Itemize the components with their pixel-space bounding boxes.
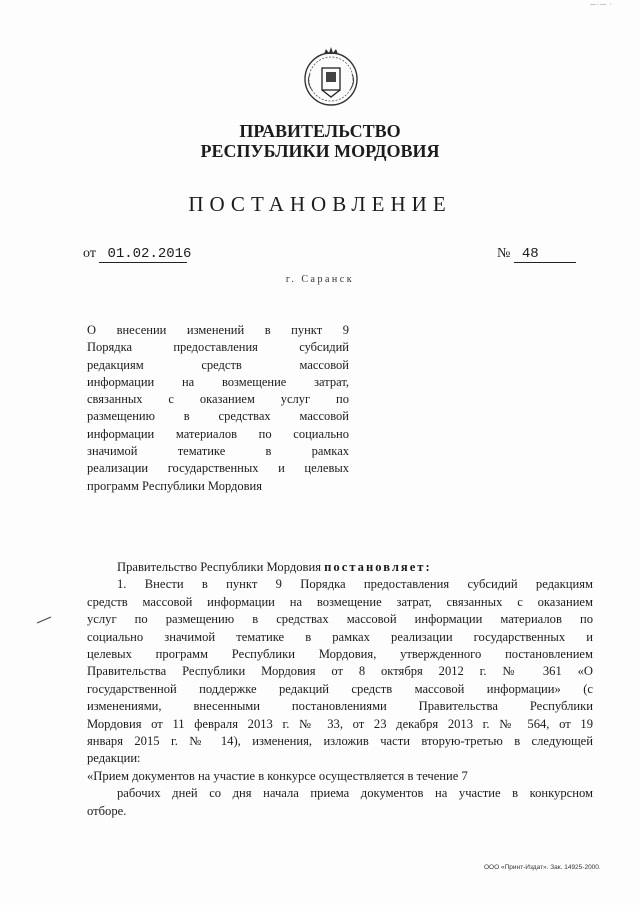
body-line: изменениями, внесенными постановлениями Правительства Республики xyxy=(87,699,593,714)
body-line: Мордовия от 11 февраля 2013 г. № 33, от 23 декабря 2013 г. № 564, от 19 xyxy=(87,716,593,731)
number-row xyxy=(497,246,576,263)
document-number: 48 xyxy=(514,246,576,263)
body-line: целевых программ Республики Мордовия, утвержденного постановлением xyxy=(87,647,593,662)
subject-line: редакциям средств массовой xyxy=(87,357,349,372)
subject-line: информации на возмещение затрат, xyxy=(87,374,349,389)
margin-mark-icon xyxy=(36,616,52,624)
subject-line: Порядка предоставления субсидий xyxy=(87,340,349,355)
body-line: средств массовой информации на возмещение затрат, связанных с оказанием xyxy=(87,594,593,609)
subject-line: О внесении изменений в пункт 9 xyxy=(87,323,349,337)
body-line: рабочих дней со дня начала приема документов на участие в конкурсном xyxy=(117,786,593,801)
preamble-text: Правительство Республики Мордовия xyxy=(117,560,322,574)
body-text xyxy=(87,559,593,820)
subject-line: программ Республики Мордовия xyxy=(87,478,262,493)
body-line: «Прием документов на участие в конкурсе осуществляется в течение 7 xyxy=(87,768,468,783)
printer-imprint: ООО «Принт-Издат». Зак. 14925-2000. xyxy=(484,864,601,871)
date-prefix: от xyxy=(83,246,96,261)
body-line: Правительства Республики Мордовия от 8 октября 2012 г. № 361 «О xyxy=(87,664,593,679)
date-row xyxy=(83,246,192,263)
body-line: отборе. xyxy=(87,803,127,818)
body-line: января 2015 г. № 14), изменения, изложив части вторую-третью в следующей xyxy=(87,734,593,749)
body-line: государственной поддержке редакций средств массовой информации» (с xyxy=(87,681,593,696)
corner-mark: —·— · xyxy=(590,2,613,8)
body-line: 1. Внести в пункт 9 Порядка предоставления субсидий редакциям xyxy=(117,577,593,592)
government-title-line2: РЕСПУБЛИКИ МОРДОВИЯ xyxy=(200,141,440,161)
resolves-word: постановляет: xyxy=(324,560,432,574)
subject-line: значимой тематике в рамках xyxy=(87,444,349,459)
body-line: услуг по размещению в средствах массовой информации материалов по xyxy=(87,612,593,627)
city: г. Саранск xyxy=(285,274,355,285)
document-date: 01.02.2016 xyxy=(99,246,187,263)
number-prefix: № xyxy=(497,246,511,261)
government-title-line1: ПРАВИТЕЛЬСТВО xyxy=(239,121,401,141)
subject-block xyxy=(87,322,349,495)
subject-line: размещению в средствах массовой xyxy=(87,409,349,424)
subject-line: реализации государственных и целевых xyxy=(87,461,349,476)
body-line: редакции: xyxy=(87,751,141,766)
preamble-line xyxy=(87,559,593,576)
subject-line: связанных с оказанием услуг по xyxy=(87,392,349,407)
coat-of-arms-icon xyxy=(298,44,364,110)
body-line: социально значимой тематике в рамках реализации государственных и xyxy=(87,629,593,644)
document-type: ПОСТАНОВЛЕНИЕ xyxy=(188,192,452,216)
subject-line: информации материалов по социально xyxy=(87,426,349,441)
